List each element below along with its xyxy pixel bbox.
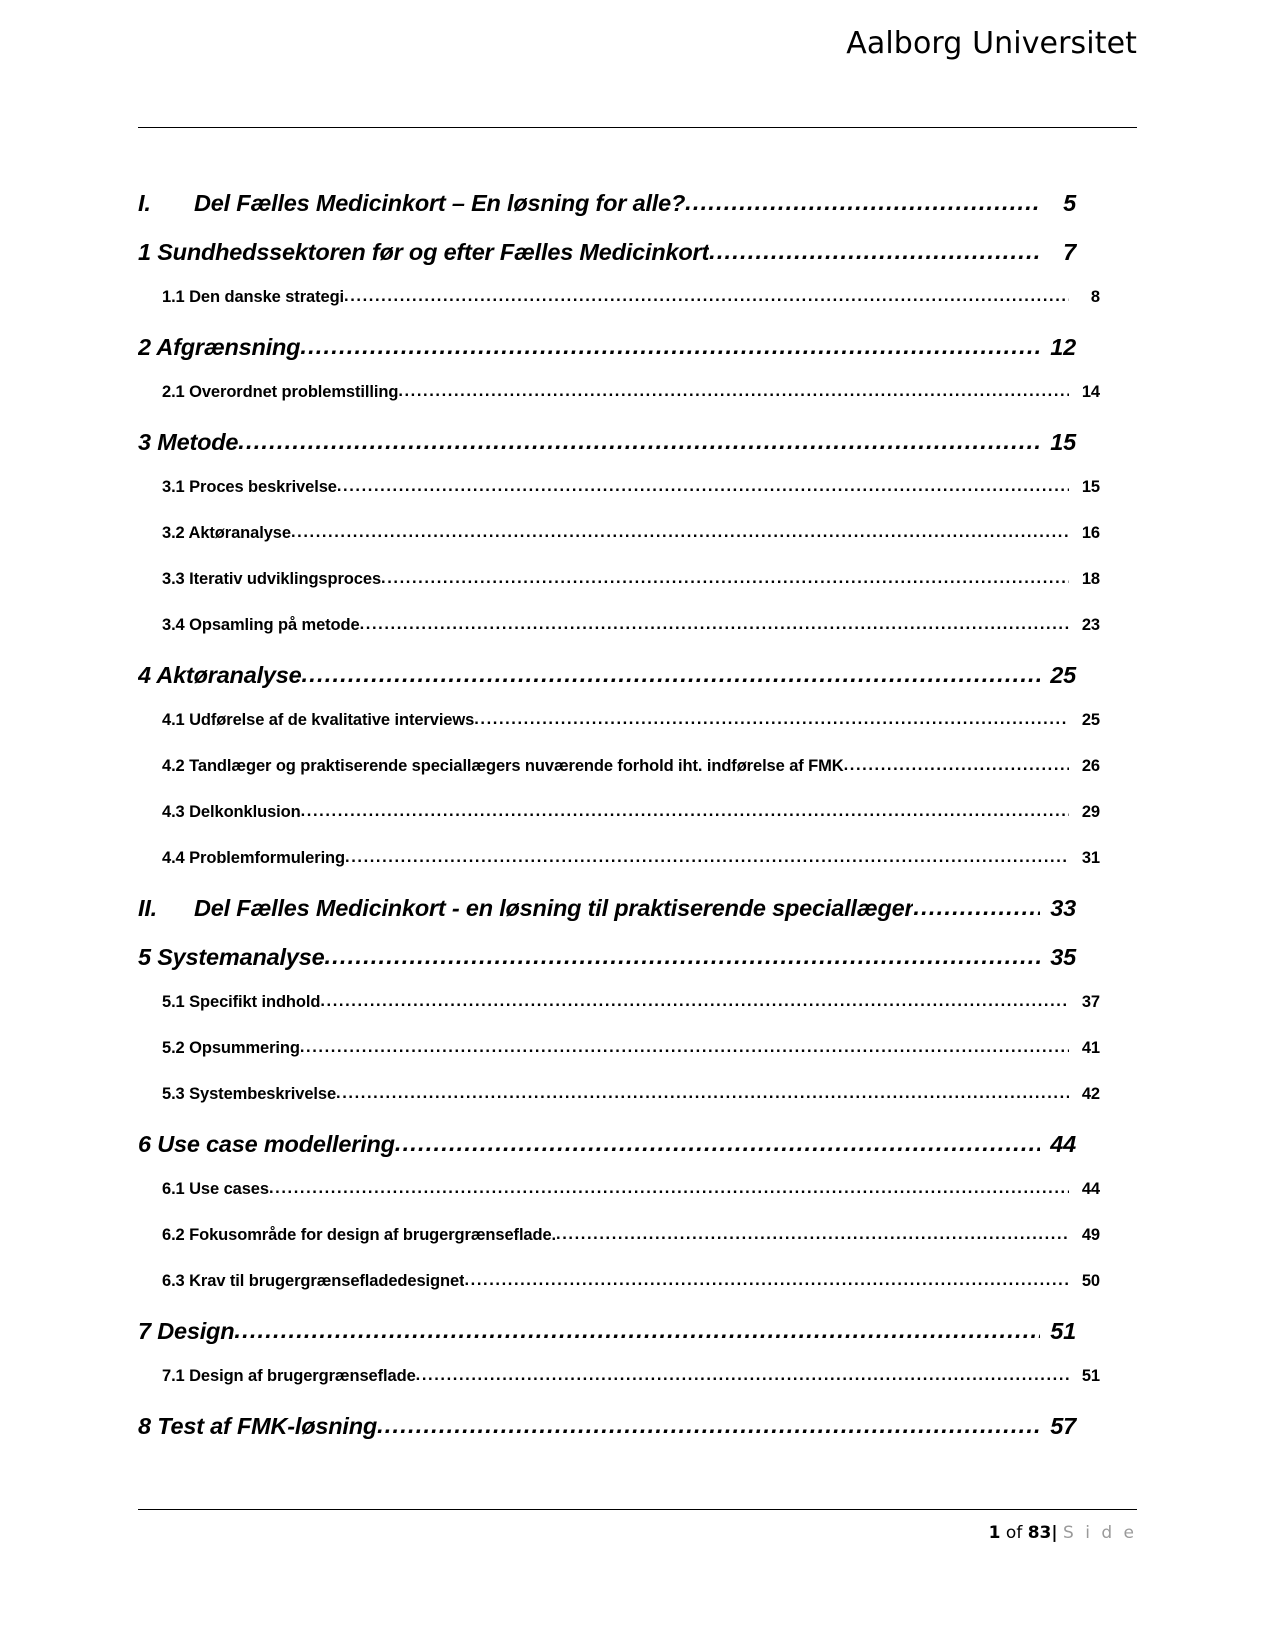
toc-entry-label: 4.2 Tandlæger og praktiserende speciallægers nuværende forhold iht. indførelse af FMK xyxy=(162,757,844,775)
footer-separator: | xyxy=(1051,1523,1058,1543)
toc-entry-page-number: 37 xyxy=(1081,993,1100,1011)
toc-dot-leader xyxy=(234,1317,1040,1344)
toc-entry-label: 8 Test af FMK-løsning xyxy=(138,1413,378,1439)
toc-entry-label xyxy=(138,895,913,922)
toc-entry-page-number: 8 xyxy=(1090,288,1100,306)
toc-entry-page-number: 5 xyxy=(1063,190,1076,216)
toc-entry[interactable] xyxy=(138,944,1076,993)
toc-entry[interactable] xyxy=(138,1367,1100,1413)
footer-side-label: S i d e xyxy=(1063,1523,1137,1543)
toc-dot-leader xyxy=(345,848,1069,867)
toc-entry-page-number: 16 xyxy=(1081,524,1100,542)
footer-pagination xyxy=(989,1523,1137,1543)
toc-dot-leader xyxy=(556,1225,1069,1244)
toc-entry-roman-numeral: II. xyxy=(138,895,157,921)
toc-entry-label: 4.3 Delkonklusion xyxy=(162,803,301,821)
toc-dot-leader xyxy=(395,1130,1040,1157)
toc-dot-leader xyxy=(398,382,1069,401)
toc-entry-title: Del Fælles Medicinkort – En løsning for alle? xyxy=(194,190,686,216)
toc-entry-page-number: 33 xyxy=(1050,895,1076,921)
toc-entry-roman-numeral: I. xyxy=(138,190,151,216)
toc-entry-label: 2 Afgrænsning xyxy=(138,334,301,360)
toc-entry-page-number: 18 xyxy=(1081,570,1100,588)
toc-entry-page-number: 51 xyxy=(1050,1318,1076,1344)
toc-entry-label: 6.1 Use cases xyxy=(162,1180,269,1198)
toc-entry-page-number: 51 xyxy=(1081,1367,1100,1385)
toc-entry-page-number: 44 xyxy=(1081,1180,1100,1198)
toc-entry-page-number: 15 xyxy=(1081,478,1100,496)
toc-dot-leader xyxy=(844,756,1069,775)
footer-current-page: 1 xyxy=(988,1523,1001,1543)
toc-entry-label: 5 Systemanalyse xyxy=(138,944,325,970)
toc-entry[interactable] xyxy=(138,993,1100,1039)
toc-entry-page-number: 29 xyxy=(1081,803,1100,821)
toc-entry[interactable] xyxy=(138,1085,1100,1131)
toc-entry-label: 4 Aktøranalyse xyxy=(138,662,302,688)
toc-entry-label: 1.1 Den danske strategi xyxy=(162,288,345,306)
toc-entry-page-number: 25 xyxy=(1081,711,1100,729)
toc-entry[interactable] xyxy=(138,662,1076,711)
toc-dot-leader xyxy=(474,710,1069,729)
toc-entry-page-number: 44 xyxy=(1050,1131,1076,1157)
toc-entry-page-number: 35 xyxy=(1050,944,1076,970)
toc-dot-leader xyxy=(238,428,1040,455)
toc-entry[interactable] xyxy=(138,334,1076,383)
toc-entry[interactable] xyxy=(138,1318,1076,1367)
toc-dot-leader xyxy=(344,287,1069,306)
toc-entry-page-number: 41 xyxy=(1081,1039,1100,1057)
toc-entry-page-number: 31 xyxy=(1081,849,1100,867)
toc-entry[interactable] xyxy=(138,1039,1100,1085)
toc-entry-label: 6 Use case modellering xyxy=(138,1131,395,1157)
footer-of-label: of xyxy=(1005,1523,1023,1543)
toc-dot-leader xyxy=(336,1084,1069,1103)
toc-dot-leader xyxy=(324,943,1040,970)
toc-dot-leader xyxy=(320,992,1069,1011)
toc-entry-page-number: 14 xyxy=(1081,383,1100,401)
toc-entry-label: 3 Metode xyxy=(138,429,239,455)
toc-entry-label: 3.4 Opsamling på metode xyxy=(162,616,360,634)
toc-entry-label: 5.1 Specifikt indhold xyxy=(162,993,321,1011)
footer-divider xyxy=(138,1509,1137,1510)
page-footer xyxy=(138,1509,1137,1563)
toc-dot-leader xyxy=(302,661,1040,688)
toc-entry[interactable] xyxy=(138,711,1100,757)
toc-dot-leader xyxy=(300,1038,1069,1057)
toc-entry-page-number: 15 xyxy=(1050,429,1076,455)
toc-dot-leader xyxy=(416,1366,1069,1385)
toc-entry[interactable] xyxy=(138,190,1076,239)
toc-entry[interactable] xyxy=(138,478,1100,524)
toc-entry-label: 7 Design xyxy=(138,1318,235,1344)
toc-dot-leader xyxy=(913,894,1040,921)
toc-entry-label: 3.2 Aktøranalyse xyxy=(162,524,291,542)
toc-entry[interactable] xyxy=(138,616,1100,662)
footer-total-pages: 83 xyxy=(1027,1523,1052,1543)
toc-entry[interactable] xyxy=(138,1413,1076,1462)
toc-entry[interactable] xyxy=(138,1226,1100,1272)
toc-dot-leader xyxy=(337,477,1069,496)
toc-entry-page-number: 26 xyxy=(1081,757,1100,775)
toc-entry-page-number: 25 xyxy=(1050,662,1076,688)
toc-entry-label: 5.2 Opsummering xyxy=(162,1039,300,1057)
toc-entry-page-number: 12 xyxy=(1050,334,1076,360)
toc-dot-leader xyxy=(709,238,1040,265)
toc-entry[interactable] xyxy=(138,1180,1100,1226)
toc-dot-leader xyxy=(360,615,1069,634)
toc-entry-label: 4.4 Problemformulering xyxy=(162,849,346,867)
toc-entry[interactable] xyxy=(138,803,1100,849)
toc-entry-label: 6.3 Krav til brugergrænsefladedesignet xyxy=(162,1272,465,1290)
toc-entry-label: 6.2 Fokusområde for design af brugergrænseflade. xyxy=(162,1226,557,1244)
toc-entry[interactable] xyxy=(138,288,1100,334)
toc-entry-label: 4.1 Udførelse af de kvalitative interviews xyxy=(162,711,475,729)
toc-entry-page-number: 49 xyxy=(1081,1226,1100,1244)
toc-entry[interactable] xyxy=(138,895,1076,944)
toc-entry-label xyxy=(138,190,685,217)
toc-entry-page-number: 50 xyxy=(1081,1272,1100,1290)
toc-entry[interactable] xyxy=(138,1131,1076,1180)
toc-entry-page-number: 42 xyxy=(1081,1085,1100,1103)
toc-entry-label: 5.3 Systembeskrivelse xyxy=(162,1085,337,1103)
toc-entry-label: 1 Sundhedssektoren før og efter Fælles Medicinkort xyxy=(138,239,710,265)
toc-dot-leader xyxy=(464,1271,1069,1290)
toc-entry[interactable] xyxy=(138,570,1100,616)
toc-entry-page-number: 7 xyxy=(1063,239,1076,265)
page-header xyxy=(138,0,1137,128)
toc-entry[interactable] xyxy=(138,1272,1100,1318)
toc-entry-label: 2.1 Overordnet problemstilling xyxy=(162,383,399,401)
toc-entry-label: 3.3 Iterativ udviklingsproces xyxy=(162,570,382,588)
toc-entry[interactable] xyxy=(138,524,1100,570)
toc-entry[interactable] xyxy=(138,239,1076,288)
toc-entry[interactable] xyxy=(138,429,1076,478)
toc-dot-leader xyxy=(377,1412,1040,1439)
toc-entry-label: 3.1 Proces beskrivelse xyxy=(162,478,337,496)
toc-dot-leader xyxy=(381,569,1069,588)
toc-entry-title: Del Fælles Medicinkort - en løsning til praktiserende speciallæger xyxy=(194,895,914,921)
toc-entry[interactable] xyxy=(138,757,1100,803)
toc-dot-leader xyxy=(291,523,1069,542)
toc-entry-page-number: 57 xyxy=(1050,1413,1076,1439)
toc-dot-leader xyxy=(685,189,1040,216)
header-institution-name: Aalborg Universitet xyxy=(846,26,1137,61)
toc-entry[interactable] xyxy=(138,383,1100,429)
toc-entry-label: 7.1 Design af brugergrænseflade xyxy=(162,1367,416,1385)
toc-dot-leader xyxy=(300,333,1040,360)
table-of-contents xyxy=(138,190,1100,1462)
toc-dot-leader xyxy=(301,802,1069,821)
toc-dot-leader xyxy=(269,1179,1069,1198)
toc-entry-page-number: 23 xyxy=(1081,616,1100,634)
header-divider xyxy=(138,127,1137,128)
toc-entry[interactable] xyxy=(138,849,1100,895)
